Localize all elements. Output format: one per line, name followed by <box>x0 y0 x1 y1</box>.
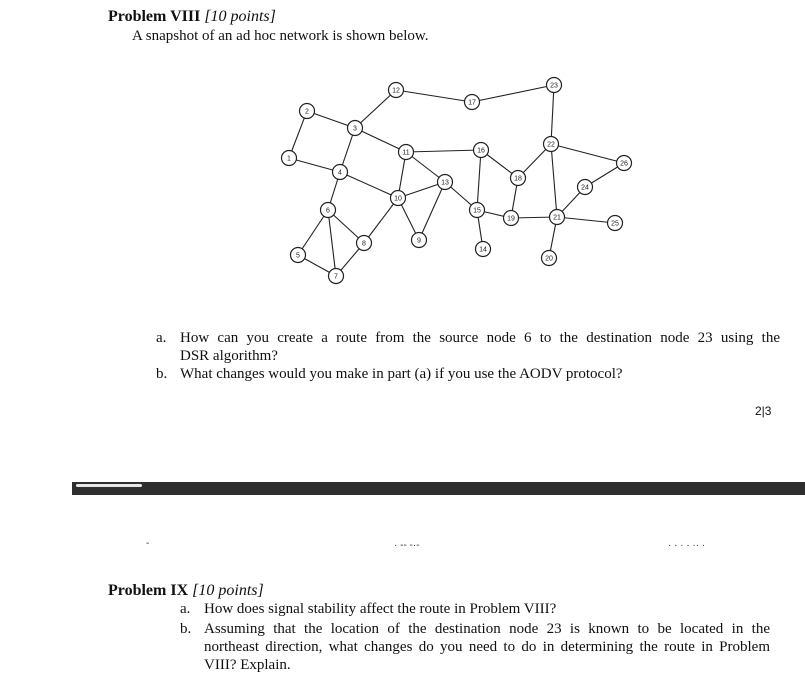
scan-speck: · -- -·- <box>394 540 420 551</box>
network-node-15 <box>470 203 485 218</box>
question-text-line: northeast direction, what changes do you need to do in determining the route in Problem <box>204 639 770 655</box>
network-node-13 <box>438 175 453 190</box>
network-node-label: 10 <box>394 195 402 203</box>
network-node-label: 23 <box>550 82 558 90</box>
problem-8-intro: A snapshot of an ad hoc network is shown below. <box>132 28 429 44</box>
network-link-6-5 <box>298 207 330 255</box>
scan-speck: · · · · ·· · <box>668 540 706 551</box>
network-link-8-10 <box>364 198 398 243</box>
network-node-label: 4 <box>338 169 342 177</box>
network-node-14 <box>476 242 491 257</box>
network-node-5 <box>291 248 306 263</box>
network-node-19 <box>504 211 519 226</box>
network-link-4-10 <box>338 169 398 198</box>
network-node-label: 8 <box>362 240 366 248</box>
network-node-label: 2 <box>305 108 309 116</box>
problem-9-points: [10 points] <box>192 582 264 599</box>
network-node-7 <box>329 269 344 284</box>
network-node-20 <box>542 251 557 266</box>
problem-9-title-text: Problem IX <box>108 582 189 599</box>
question-text-line: How can you create a route from the source node 6 to the destination node 23 using the <box>180 330 780 346</box>
network-node-label: 18 <box>514 175 522 183</box>
network-node-label: 25 <box>611 220 619 228</box>
network-node-22 <box>544 137 559 152</box>
network-node-label: 26 <box>620 160 628 168</box>
problem-8-points: [10 points] <box>204 8 276 25</box>
question-label: b. <box>180 621 192 637</box>
network-node-label: 13 <box>441 179 449 187</box>
question-label: a. <box>156 330 167 346</box>
network-node-21 <box>550 210 565 225</box>
network-link-12-17 <box>396 90 472 102</box>
question-label: b. <box>156 366 168 382</box>
network-node-12 <box>389 83 404 98</box>
page-number: 2|3 <box>755 404 772 418</box>
problem-9-title <box>108 582 264 600</box>
network-node-9 <box>412 233 427 248</box>
network-node-label: 14 <box>479 246 487 254</box>
network-node-label: 6 <box>326 207 330 215</box>
page-divider <box>72 482 805 495</box>
network-link-3-11 <box>353 125 406 152</box>
network-node-25 <box>608 216 623 231</box>
network-node-17 <box>465 95 480 110</box>
network-node-label: 11 <box>402 149 410 157</box>
network-node-label: 1 <box>287 155 291 163</box>
network-node-23 <box>547 78 562 93</box>
question-text-line: What changes would you make in part (a) if you use the AODV protocol? <box>180 366 623 382</box>
question-text-line: How does signal stability affect the route in Problem VIII? <box>204 601 557 617</box>
network-node-label: 16 <box>477 147 485 155</box>
network-node-label: 12 <box>392 87 400 95</box>
network-link-22-21 <box>551 144 557 217</box>
network-node-2 <box>300 104 315 119</box>
network-node-6 <box>321 203 336 218</box>
network-node-4 <box>333 165 348 180</box>
network-link-22-23 <box>551 85 554 144</box>
network-node-11 <box>399 145 414 160</box>
network-link-21-25 <box>557 217 615 223</box>
question-label: a. <box>180 601 191 617</box>
network-link-16-15 <box>477 150 481 210</box>
question-text-line: Assuming that the location of the destination node 23 is known to be located in the <box>204 621 770 637</box>
network-node-26 <box>617 156 632 171</box>
network-node-8 <box>357 236 372 251</box>
network-node-3 <box>348 121 363 136</box>
network-link-11-16 <box>406 150 481 152</box>
network-link-13-9 <box>419 182 445 240</box>
page-divider-highlight <box>76 484 142 487</box>
network-node-18 <box>511 171 526 186</box>
network-node-1 <box>282 151 297 166</box>
question-text-line: VIII? Explain. <box>204 657 291 673</box>
network-node-label: 22 <box>547 141 555 149</box>
network-node-label: 15 <box>473 207 481 215</box>
network-node-24 <box>578 180 593 195</box>
problem-8-title-text: Problem VIII <box>108 8 201 25</box>
network-node-label: 3 <box>353 125 357 133</box>
scan-speck: - <box>146 538 150 549</box>
question-text-line: DSR algorithm? <box>180 348 278 364</box>
network-node-label: 17 <box>468 99 476 107</box>
network-node-label: 9 <box>417 237 421 245</box>
network-link-6-7 <box>326 207 336 276</box>
network-node-label: 5 <box>296 252 300 260</box>
network-node-label: 20 <box>545 255 553 263</box>
network-node-label: 21 <box>553 214 561 222</box>
network-link-17-23 <box>472 85 554 102</box>
network-node-16 <box>474 143 489 158</box>
network-node-label: 24 <box>581 184 589 192</box>
network-link-22-26 <box>551 144 624 163</box>
network-node-10 <box>391 191 406 206</box>
network-node-label: 7 <box>334 273 338 281</box>
network-link-3-12 <box>355 90 396 128</box>
network-node-label: 19 <box>507 215 515 223</box>
